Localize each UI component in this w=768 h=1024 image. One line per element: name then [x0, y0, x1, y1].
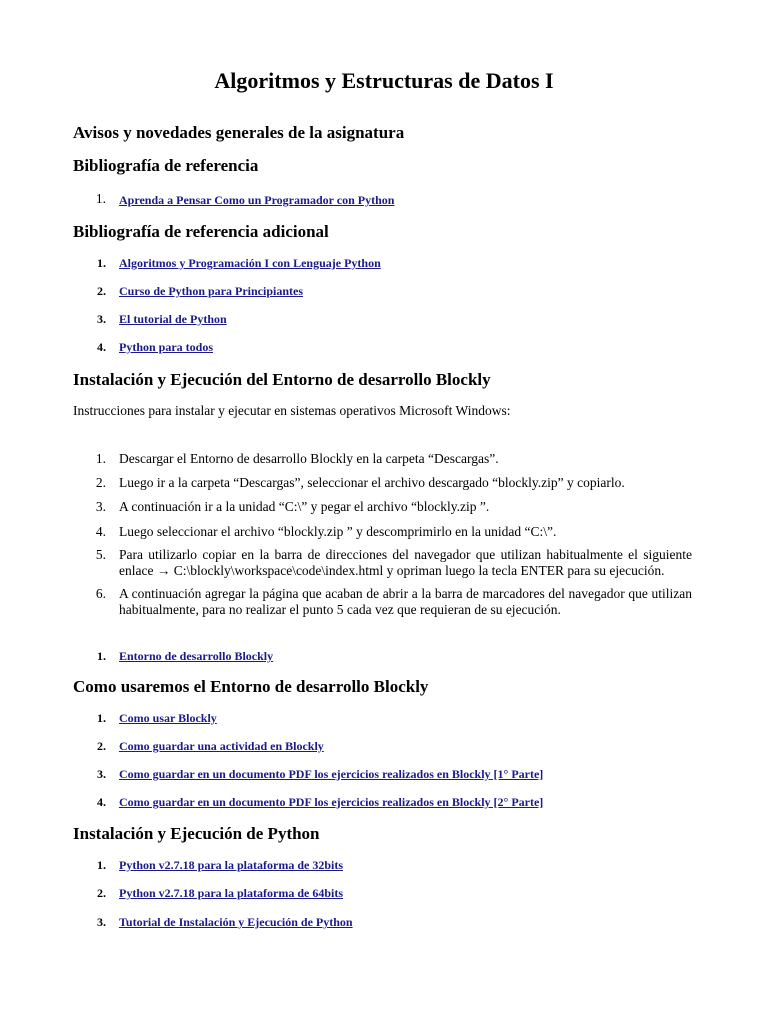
list-number: 2.	[95, 475, 106, 490]
list-number: 1.	[97, 649, 106, 663]
instruction-step: A continuación ir a la unidad “C:\” y pegar el archivo “blockly.zip ”.	[119, 499, 490, 514]
list-number: 3.	[97, 312, 106, 326]
list-number: 1.	[95, 451, 106, 466]
list-number: 1.	[97, 256, 106, 270]
link-algoritmos-programacion[interactable]: Algoritmos y Programación I con Lenguaje Python	[119, 256, 381, 270]
heading-blockly-usage: Como usaremos el Entorno de desarrollo Blockly	[73, 677, 429, 696]
list-number: 2.	[97, 886, 106, 900]
list-number: 6.	[95, 586, 106, 601]
link-curso-python[interactable]: Curso de Python para Principiantes	[119, 284, 304, 298]
list-number: 1.	[97, 858, 106, 872]
list-number: 2.	[97, 284, 106, 298]
list-number: 2.	[97, 739, 106, 753]
heading-bibliografia: Bibliografía de referencia	[73, 156, 259, 175]
list-number: 4.	[97, 340, 106, 354]
list-number: 3.	[97, 767, 106, 781]
link-tutorial-python[interactable]: El tutorial de Python	[119, 312, 227, 326]
list-number: 4.	[97, 795, 106, 809]
list-number: 1.	[95, 191, 106, 206]
link-aprenda-a-pensar[interactable]: Aprenda a Pensar Como un Programador con Python	[119, 193, 395, 207]
heading-blockly-install: Instalación y Ejecución del Entorno de desarrollo Blockly	[73, 370, 491, 389]
list-number: 3.	[97, 915, 106, 929]
link-tutorial-instalacion-python[interactable]: Tutorial de Instalación y Ejecución de Python	[119, 915, 353, 929]
list-number: 1.	[97, 711, 106, 725]
link-entorno-blockly[interactable]: Entorno de desarrollo Blockly	[119, 649, 274, 663]
instruction-step: Luego seleccionar el archivo “blockly.zip ” y descomprimirlo en la unidad “C:\”.	[119, 524, 557, 539]
instruction-step: Luego ir a la carpeta “Descargas”, seleccionar el archivo descargado “blockly.zip” y copiarlo.	[119, 475, 625, 490]
page-title: Algoritmos y Estructuras de Datos I	[214, 68, 554, 93]
link-python-64bits[interactable]: Python v2.7.18 para la plataforma de 64bits	[119, 886, 344, 900]
intro-paragraph: Instrucciones para instalar y ejecutar en sistemas operativos Microsoft Windows:	[73, 403, 511, 418]
instruction-step: A continuación agregar la página que acaban de abrir a la barra de marcadores del navegador que utilizan habitualmente, para no realizar el punto 5 cada vez que requieran de su ejecución.	[119, 586, 692, 617]
link-python-32bits[interactable]: Python v2.7.18 para la plataforma de 32bits	[119, 858, 344, 872]
heading-bibliografia-adicional: Bibliografía de referencia adicional	[73, 222, 329, 241]
link-python-para-todos[interactable]: Python para todos	[119, 340, 214, 354]
heading-avisos: Avisos y novedades generales de la asignatura	[73, 123, 405, 142]
link-guardar-pdf-parte-1[interactable]: Como guardar en un documento PDF los ejercicios realizados en Blockly [1° Parte]	[119, 767, 544, 781]
link-como-usar-blockly[interactable]: Como usar Blockly	[119, 711, 217, 725]
heading-python-install: Instalación y Ejecución de Python	[73, 824, 320, 843]
instruction-step: Para utilizarlo copiar en la barra de direcciones del navegador que utilizan habitualmente el siguiente enlace → C:\blockly\workspace\code\index.html y opriman luego la tecla ENTER para su ejecución.	[119, 547, 692, 578]
list-number: 5.	[95, 547, 106, 562]
list-number: 3.	[95, 499, 106, 514]
link-guardar-pdf-parte-2[interactable]: Como guardar en un documento PDF los ejercicios realizados en Blockly [2° Parte]	[119, 795, 544, 809]
instruction-step: Descargar el Entorno de desarrollo Blockly en la carpeta “Descargas”.	[119, 451, 499, 466]
link-guardar-actividad[interactable]: Como guardar una actividad en Blockly	[119, 739, 324, 753]
list-number: 4.	[95, 524, 106, 539]
